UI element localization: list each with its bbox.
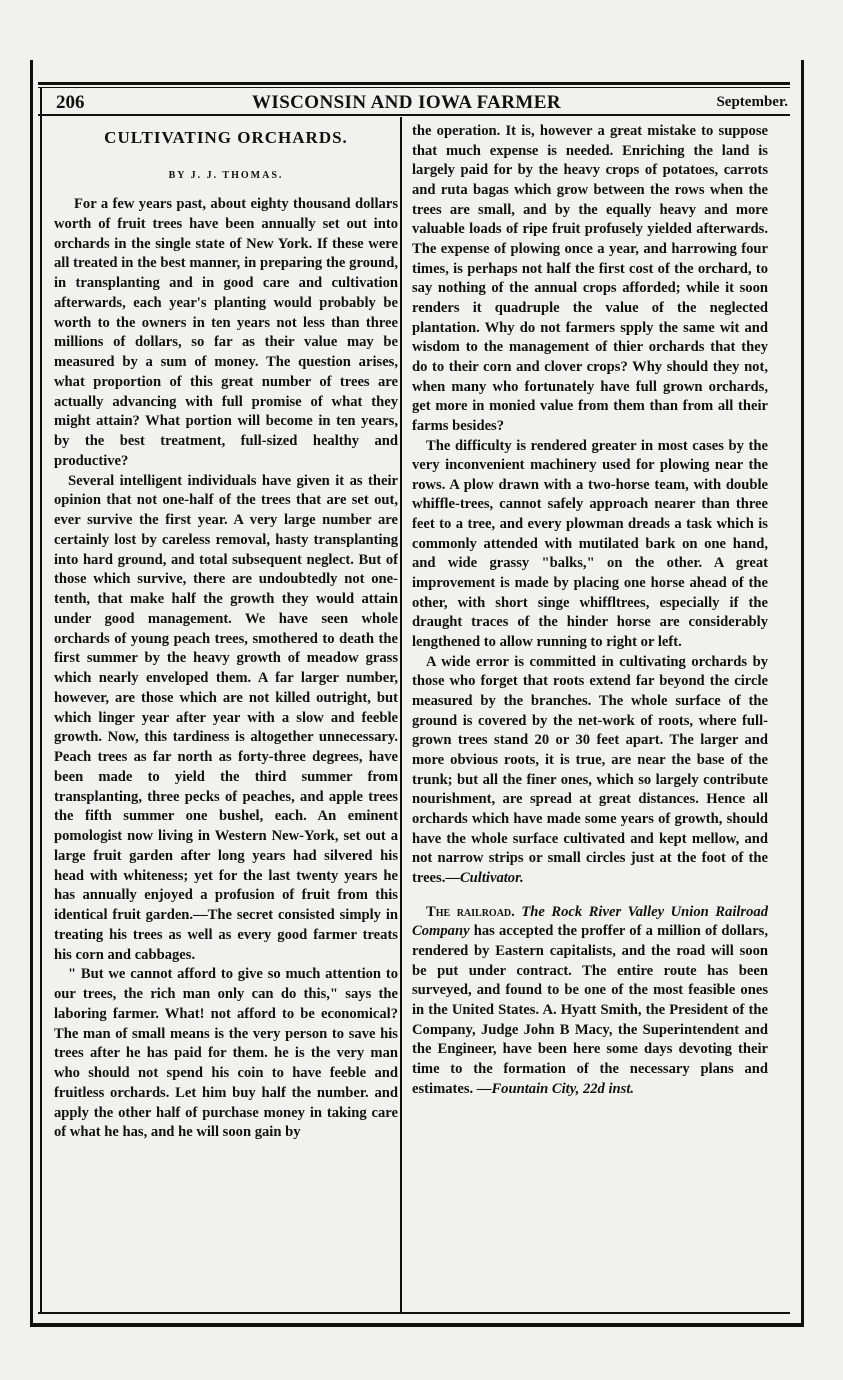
page-frame-bottom <box>30 1323 804 1327</box>
issue-month: September. <box>716 94 788 110</box>
article-title: CULTIVATING ORCHARDS. <box>104 128 348 147</box>
article-paragraph-2: Several intelligent individuals have given it as their opinion that not one-half of the trees that are set out, ever survive the first year. A very large number are certainly lost by careless removal, hasty transplanting into hard ground, and total subsequent neglect. But of those which survive, there are undoubtedly not one-tenth, that make half the growth they would attain under good management. We have seen whole orchards of young peach trees, smothered to death the first summer by the heavy growth of meadow grass which nearly enveloped them. A far larger number, however, are those which are not killed outright, but which linger year after year with a slow and feeble growth. Now, this tardiness is altogether unnecessary. Peach trees as far north as forty-three degrees, have been made to yield the third summer from transplanting, three pecks of peaches, and apple trees the fifth summer one bushel, each. An eminent pomologist now living in Western New-York, set out a large fruit garden after long years had silvered his head with whiteness; yet for the last twenty years he has annually enjoyed a profusion of fruit from this identical fruit garden.—The secret consisted simply in treating his trees as well as every good farmer treats his corn and cabbages. <box>54 472 398 963</box>
railroad-note-lead: The railroad. <box>426 903 515 920</box>
article-paragraph-4: the operation. It is, however a great mistake to suppose that much expense is needed. Enriching the land is largely paid for by the heavy crops of potatoes, carrots and ruta bagas which grow between the rows when the trees are small, and by the equally heavy and more valuable loads of ripe fruit profusely yielded afterwards. The expense of plowing once a year, and harrowing four times, is perhaps not half the first cost of the orchard, to say nothing of the annual crops afforded; while it soon renders it quadruple the value of the neglected plantation. Why do not farmers spply the same wit and wisdom to the management of thier orchards that they do to their corn and clover crops? Why should they not, when many who fortunately have full grown orchards, get more in monied value from them than from all their farms besides? <box>412 123 768 434</box>
article-paragraph-5: The difficulty is rendered greater in most cases by the very inconvenient machinery used for plowing near the rows. A plow drawn with a two-horse team, with double whiffle-trees, cannot safely approach nearer than three feet to a tree, and every plowman dreads a task which is commonly attended with mutilated bark on one hand, and wide grassy "balks," on the other. A great improvement is made by placing one horse ahead of the other, with short singe whiffltrees, especially if the draught traces of the hinder horse are considerably lengthened to allow running to right or left. <box>412 437 768 651</box>
article-source: Cultivator. <box>459 869 524 886</box>
left-column <box>54 122 398 1310</box>
top-rule <box>38 82 790 85</box>
railroad-note-source: —Fountain City, 22d inst. <box>476 1080 635 1097</box>
column-divider <box>400 117 402 1312</box>
article-byline: BY J. J. THOMAS. <box>168 170 284 181</box>
paragraph-6-text: A wide error is committed in cultivating orchards by those who forget that roots extend far beyond the circle measured by the branches. The whole surface of the ground is covered by the net-work of roots, where full-grown trees stand 20 or 30 feet apart. The larger and more obvious roots, it is true, are near the base of the trunk; but all the finer ones, which so largely contribute nourishment, are spread at great distances. Hence all orchards which have made some years of growth, should have the whole surface cultivated and kept mellow, and not narrow strips or small circles just at the foot of the trees.— <box>412 653 768 886</box>
journal-title: WISCONSIN AND IOWA FARMER <box>252 92 561 113</box>
inner-left-rule <box>40 88 42 1314</box>
right-column <box>412 122 768 1310</box>
page-header <box>52 90 788 114</box>
railroad-note-text: has accepted the proffer of a million of dollars, rendered by Eastern capitalists, and the road will soon be put under contract. The entire route has been surveyed, and found to be one of the most feasible ones in the United States. A. Hyatt Smith, the President of the Company, Judge John B Macy, the Superintendent and the Engineer, have been here some days devoting their time to the formation of the necessary plans and estimates. <box>412 923 768 1097</box>
bottom-rule <box>38 1312 790 1314</box>
top-rule-thin <box>38 87 790 88</box>
article-paragraph-3: " But we cannot afford to give so much attention to our trees, the rich man only can do this," says the laboring farmer. What! not afford to be economical? The man of small means is the very person to save his trees after he has paid for them. he is the very man who should not spend his coin to have feeble and fruitless orchards. Let him buy half the number. and apply the other half of purchase money in taking care of what he has, and he will soon gain by <box>54 966 398 1141</box>
railroad-note <box>412 903 768 1100</box>
article-paragraph-1: For a few years past, about eighty thousand dollars worth of fruit trees have been annually set out into orchards in the single state of New York. If these were all treated in the best manner, in preparing the ground, in transplanting and in good care and cultivation afterwards, each year's planting would probably be worth to the owners in ten years not less than three millions of dollars, so far as their value may be measured by a sum of money. The question arises, what proportion of this great number of trees are actually advancing with full promise of what they might attain? What portion will become in ten years, by the best treatment, full-sized healthy and productive? <box>54 196 398 469</box>
railroad-company-name: The Rock River Valley Union Railroad Company <box>412 903 768 940</box>
header-rule <box>38 114 790 116</box>
article-paragraph-6 <box>412 653 768 889</box>
page-number: 206 <box>56 92 85 113</box>
